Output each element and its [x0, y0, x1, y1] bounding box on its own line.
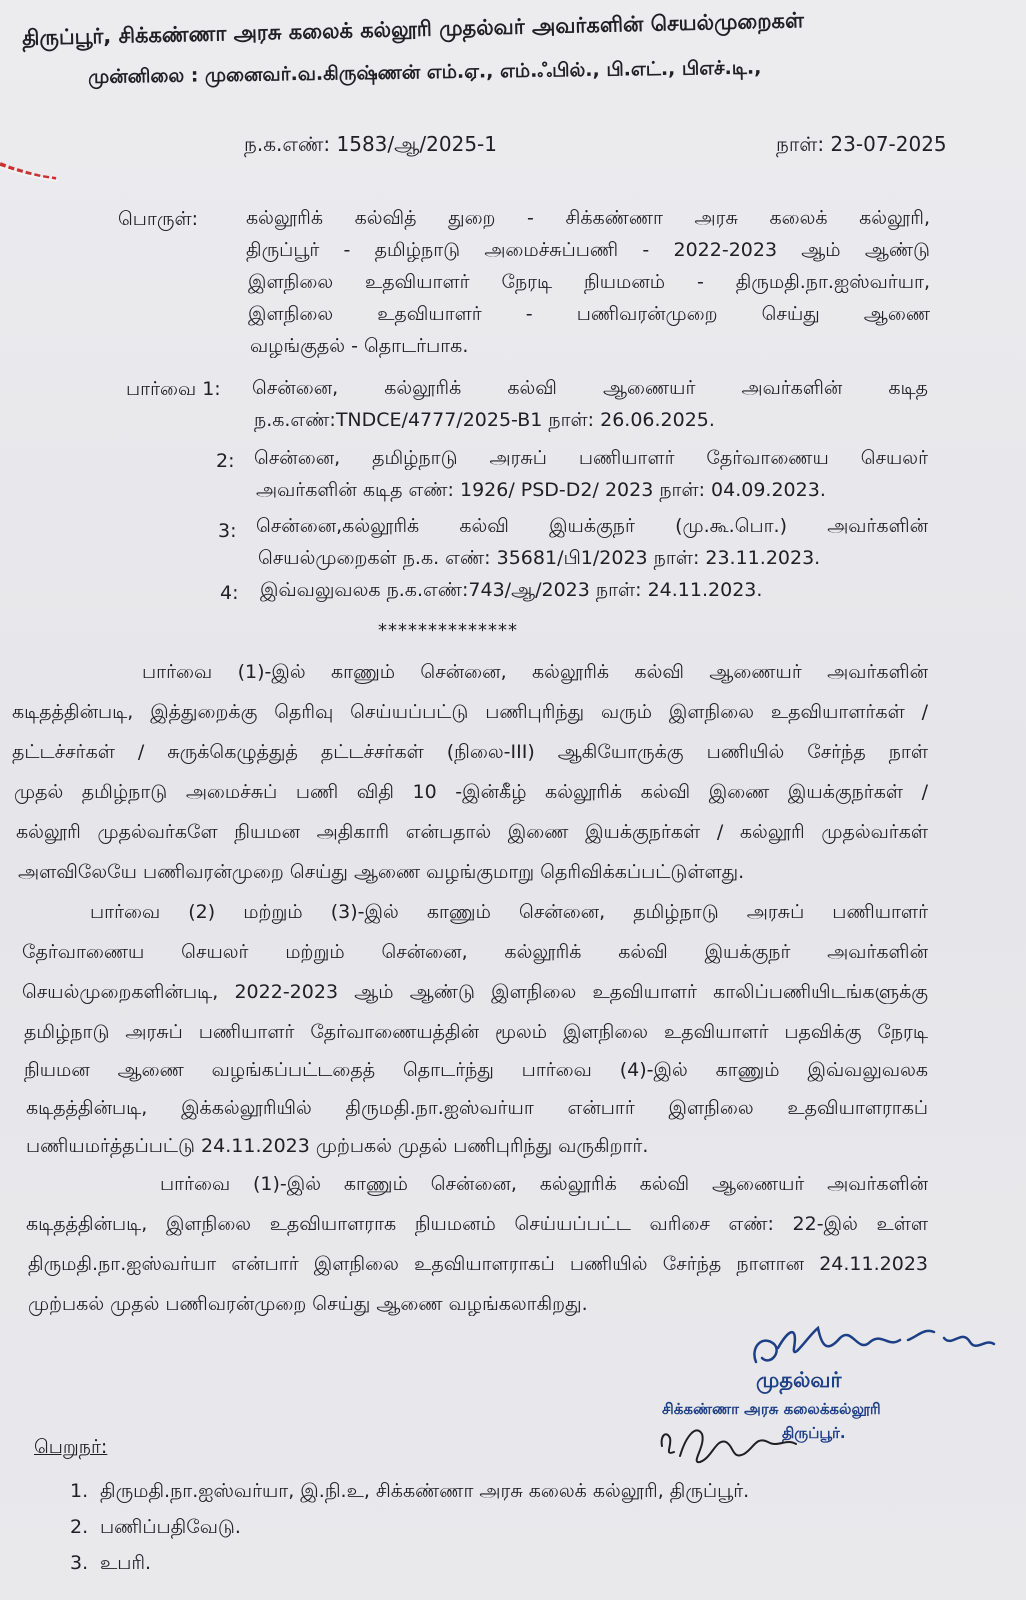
header-title: திருப்பூர், சிக்கண்ணா அரசு கலைக் கல்லூரி முதல்வர் அவர்களின் செயல்முறைகள் [22, 8, 805, 50]
paragraph-line: தேர்வாணைய செயலர் மற்றும் சென்னை, கல்லூரிக் கல்வி இயக்குநர் அவர்களின் [22, 941, 928, 963]
reference-num: 3: [218, 520, 237, 542]
recipient-text: உபரி. [100, 1552, 152, 1574]
subject-line: இளநிலை உதவியாளர் நேரடி நியமனம் - திருமதி.நா.ஐஸ்வர்யா, [248, 271, 930, 293]
recipients-label: பெறுநர்: [34, 1436, 108, 1458]
separator: ************** [378, 620, 518, 641]
signature-title: முதல்வர் [756, 1368, 842, 1392]
paragraph-line: தமிழ்நாடு அரசுப் பணியாளர் தேர்வாணையத்தின் மூலம் இளநிலை உதவியாளர் பதவிக்கு நேரடி [24, 1021, 928, 1043]
subject-label: பொருள்: [118, 208, 199, 230]
paragraph-line: முற்பகல் முதல் பணிவரன்முறை செய்து ஆணை வழங்கலாகிறது. [28, 1293, 588, 1315]
reference-line: இவ்வலுவலக ந.க.எண்:743/ஆ/2023 நாள்: 24.11.2023. [260, 579, 763, 601]
reference-line: சென்னை, கல்லூரிக் கல்வி ஆணையர் அவர்களின் கடித [252, 377, 928, 399]
paragraph-line: கல்லூரி முதல்வர்களே நியமன அதிகாரி என்பதால் இணை இயக்குநர்கள் / கல்லூரி முதல்வர்கள் [16, 821, 928, 843]
paragraph-line: முதல் தமிழ்நாடு அமைச்சுப் பணி விதி 10 -இன்கீழ் கல்லூரிக் கல்வி இணை இயக்குநர்கள் / [14, 781, 928, 803]
recipient-num: 2. [70, 1516, 89, 1538]
reference-label-text: பார்வை [126, 378, 197, 400]
paragraph-line: பணியமர்த்தப்பட்டு 24.11.2023 முற்பகல் முதல் பணிபுரிந்து வருகிறார். [26, 1135, 649, 1157]
paragraph-line: கடிதத்தின்படி, இத்துறைக்கு தெரிவு செய்யப்பட்டு பணிபுரிந்து வரும் இளநிலை உதவியாளர்கள் / [12, 701, 928, 723]
paragraph-line: நியமன ஆணை வழங்கப்பட்டதைத் தொடர்ந்து பார்வை (4)-இல் காணும் இவ்வலுவலக [24, 1059, 928, 1081]
paragraph-line: திருமதி.நா.ஐஸ்வர்யா என்பார் இளநிலை உதவியாளராகப் பணியில் சேர்ந்த நாளான 24.11.2023 [28, 1253, 928, 1275]
paragraph-line: செயல்முறைகளின்படி, 2022-2023 ஆம் ஆண்டு இளநிலை உதவியாளர் காலிப்பணியிடங்களுக்கு [22, 981, 928, 1003]
recipient-item [70, 1480, 749, 1505]
subject-line: வழங்குதல் - தொடர்பாக. [250, 335, 469, 357]
reference-num: 4: [220, 582, 239, 604]
reference-label [126, 378, 221, 403]
paragraph-line: பார்வை (2) மற்றும் (3)-இல் காணும் சென்னை, தமிழ்நாடு அரசுப் பணியாளர் [90, 901, 928, 923]
paragraph-line: பார்வை (1)-இல் காணும் சென்னை, கல்லூரிக் கல்வி ஆணையர் அவர்களின் [160, 1173, 928, 1195]
paragraph-line: பார்வை (1)-இல் காணும் சென்னை, கல்லூரிக் கல்வி ஆணையர் அவர்களின் [142, 661, 928, 683]
recipient-text: பணிப்பதிவேடு. [100, 1516, 241, 1538]
reference-line: சென்னை, தமிழ்நாடு அரசுப் பணியாளர் தேர்வாணைய செயலர் [254, 447, 928, 469]
reference-num: 1: [202, 378, 221, 400]
reference-date: நாள்: 23-07-2025 [776, 132, 947, 156]
signature-college: சிக்கண்ணா அரசு கலைக்கல்லூரி [662, 1400, 881, 1418]
recipient-text: திருமதி.நா.ஐஸ்வர்யா, இ.நி.உ, சிக்கண்ணா அரசு கலைக் கல்லூரி, திருப்பூர். [100, 1480, 750, 1502]
paragraph-line: கடிதத்தின்படி, இக்கல்லூரியில் திருமதி.நா.ஐஸ்வர்யா என்பார் இளநிலை உதவியாளராகப் [26, 1097, 928, 1119]
subject-line: திருப்பூர் - தமிழ்நாடு அமைச்சுப்பணி - 2022-2023 ஆம் ஆண்டு [246, 239, 930, 261]
initials-signature [656, 1416, 806, 1472]
subject-line: இளநிலை உதவியாளர் - பணிவரன்முறை செய்து ஆணை [248, 303, 930, 325]
reference-num: 2: [216, 450, 235, 472]
recipient-num: 3. [70, 1552, 89, 1574]
paragraph-line: தட்டச்சர்கள் / சுருக்கெழுத்துத் தட்டச்சர்கள் (நிலை-III) ஆகியோருக்கு பணியில் சேர்ந்த நாள் [12, 741, 928, 763]
binding-thread [0, 160, 62, 182]
header-presence: முன்னிலை : முனைவர்.வ.கிருஷ்ணன் எம்.ஏ., எம்.ஃபில்., பி.எட்., பிஎச்.டி., [88, 56, 762, 88]
reference-line: ந.க.எண்:TNDCE/4777/2025-B1 நாள்: 26.06.2025. [254, 409, 715, 431]
recipient-item [70, 1552, 151, 1577]
signature-city: திருப்பூர். [782, 1424, 846, 1442]
recipient-num: 1. [70, 1480, 89, 1502]
paragraph-line: அளவிலேயே பணிவரன்முறை செய்து ஆணை வழங்குமாறு தெரிவிக்கப்பட்டுள்ளது. [18, 861, 745, 883]
paragraph-line: கடிதத்தின்படி, இளநிலை உதவியாளராக நியமனம் செய்யப்பட்ட வரிசை எண்: 22-இல் உள்ள [26, 1213, 928, 1235]
reference-line: சென்னை,கல்லூரிக் கல்வி இயக்குநர் (மு.கூ.பொ.) அவர்களின் [256, 515, 928, 537]
reference-number: ந.க.எண்: 1583/ஆ/2025-1 [244, 132, 497, 156]
reference-line: செயல்முறைகள் ந.க. எண்: 35681/பி1/2023 நாள்: 23.11.2023. [258, 547, 821, 569]
reference-line: அவர்களின் கடித எண்: 1926/ PSD-D2/ 2023 நாள்: 04.09.2023. [256, 479, 826, 501]
recipient-item [70, 1516, 241, 1541]
subject-line: கல்லூரிக் கல்வித் துறை - சிக்கண்ணா அரசு கலைக் கல்லூரி, [246, 207, 930, 229]
